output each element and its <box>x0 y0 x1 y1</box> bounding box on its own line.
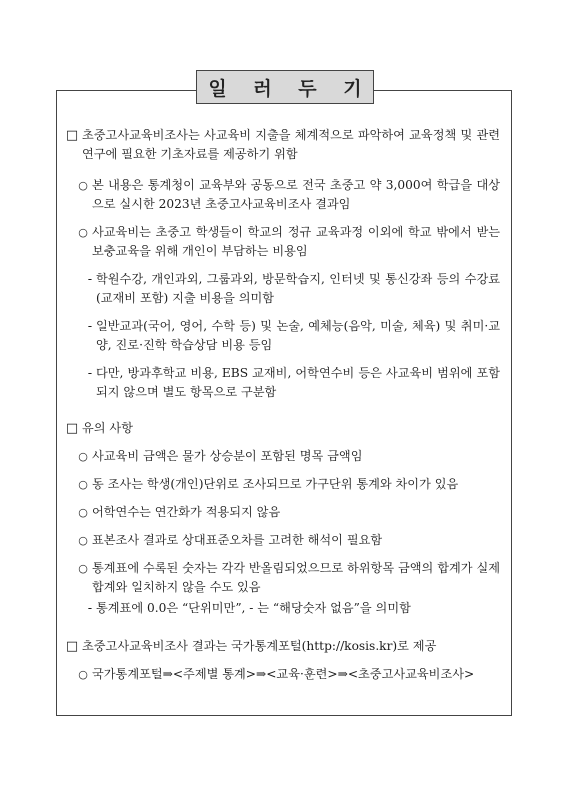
sub-list-item <box>62 317 510 355</box>
circle-bullet-icon: ○ <box>78 478 88 491</box>
list-item <box>62 503 510 522</box>
list-item-text: 어학연수는 연간화가 적용되지 않음 <box>92 505 281 519</box>
list-item-text: 본 내용은 통계청이 교육부와 공동으로 전국 초중고 약 3,000여 학급을 대상으로 실시한 2023년 초중고사교육비조사 결과임 <box>92 178 500 211</box>
notes-content <box>62 126 510 684</box>
list-item <box>62 223 510 261</box>
circle-bullet-icon: ○ <box>78 534 88 547</box>
section-availability-text: 초중고사교육비조사 결과는 국가통계포털(http://kosis.kr)로 제공 <box>82 639 437 653</box>
list-item-text: 표본조사 결과로 상대표준오차를 고려한 해석이 필요함 <box>92 533 383 547</box>
sub-list-item-text: 일반교과(국어, 영어, 수학 등) 및 논술, 예체능(음악, 미술, 체육) 및 취미·교양, 진로·진학 학습상담 비용 등임 <box>96 319 500 352</box>
square-bullet-icon: □ <box>65 639 79 654</box>
list-item <box>62 447 510 466</box>
section-notes <box>62 419 510 438</box>
section-purpose-text: 초중고사교육비조사는 사교육비 지출을 체계적으로 파악하여 교육정책 및 관련 연구에 필요한 기초자료를 제공하기 위함 <box>82 128 500 161</box>
list-item-text: 통계표에 수록된 숫자는 각각 반올림되었으므로 하위항목 금액의 합계가 실제 합계와 일치하지 않을 수도 있음 <box>92 561 500 594</box>
sub-list-item <box>62 599 510 618</box>
page-title: 일 러 두 기 <box>196 70 374 104</box>
list-item <box>62 176 510 214</box>
dash-bullet-icon: - <box>87 601 93 615</box>
circle-bullet-icon: ○ <box>78 668 88 681</box>
list-item-text: 동 조사는 학생(개인)단위로 조사되므로 가구단위 통계와 차이가 있음 <box>92 477 459 491</box>
section-notes-heading: 유의 사항 <box>82 421 133 435</box>
circle-bullet-icon: ○ <box>78 226 88 239</box>
square-bullet-icon: □ <box>65 421 79 436</box>
circle-bullet-icon: ○ <box>78 506 88 519</box>
sub-list-item-text: 통계표에 0.0은 “단위미만”, - 는 “해당숫자 없음”을 의미함 <box>96 601 411 615</box>
section-availability <box>62 637 510 656</box>
list-item <box>62 559 510 597</box>
sub-list-item-text: 학원수강, 개인과외, 그룹과외, 방문학습지, 인터넷 및 통신강좌 등의 수강료(교재비 포함) 지출 비용을 의미함 <box>96 272 500 305</box>
list-item-text: 사교육비는 초중고 학생들이 학교의 정규 교육과정 이외에 학교 밖에서 받는 보충교육을 위해 개인이 부담하는 비용임 <box>92 225 500 258</box>
dash-bullet-icon: - <box>87 272 93 286</box>
list-item <box>62 475 510 494</box>
dash-bullet-icon: - <box>87 319 93 333</box>
circle-bullet-icon: ○ <box>78 450 88 463</box>
dash-bullet-icon: - <box>87 366 93 380</box>
list-item <box>62 665 510 684</box>
circle-bullet-icon: ○ <box>78 562 88 575</box>
kosis-path-text: 국가통계포털⇒<주제별 통계>⇒<교육·훈련>⇒<초중고사교육비조사> <box>92 667 475 681</box>
list-item-text: 사교육비 금액은 물가 상승분이 포함된 명목 금액임 <box>92 449 363 463</box>
sub-list-item <box>62 270 510 308</box>
section-purpose <box>62 126 510 164</box>
circle-bullet-icon: ○ <box>78 179 88 192</box>
sub-list-item-text: 다만, 방과후학교 비용, EBS 교재비, 어학연수비 등은 사교육비 범위에 포함되지 않으며 별도 항목으로 구분함 <box>96 366 500 399</box>
square-bullet-icon: □ <box>65 128 79 143</box>
sub-list-item <box>62 364 510 402</box>
list-item <box>62 531 510 550</box>
